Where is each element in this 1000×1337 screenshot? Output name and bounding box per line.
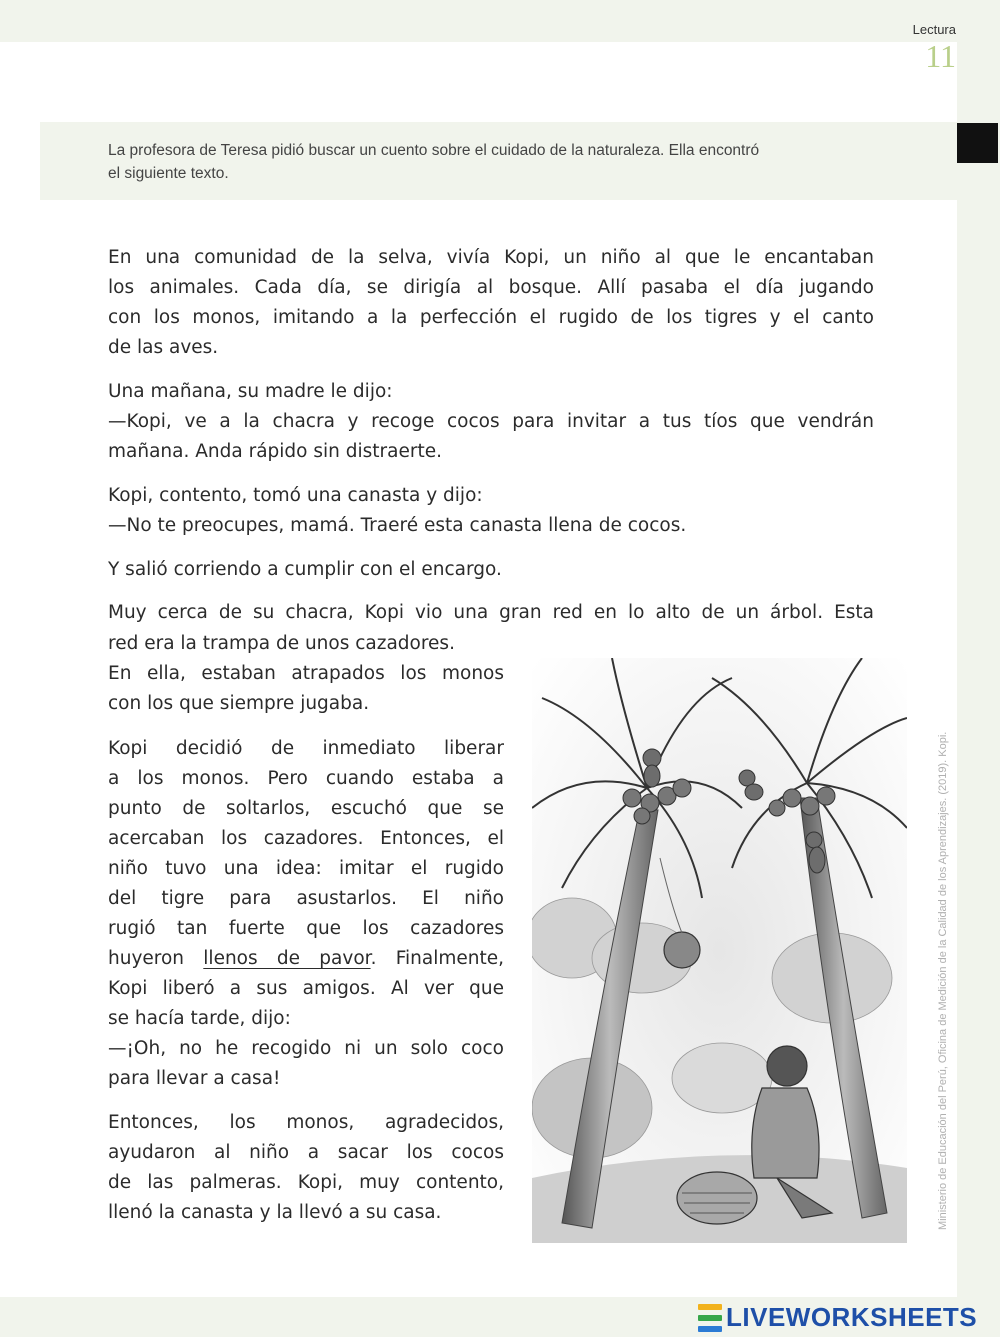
story-paragraph-1: En una comunidad de la selva, vivía Kopi, un niño al que le encantaban los animales. Cada día, se dirigía al bosque. Allí pasaba el día jugando con los monos, imitando a la perfección el rugido de los tigres y el canto de las aves. (108, 247, 874, 358)
section-number: 11 (925, 38, 956, 74)
story-paragraph-5-first-line: Muy cerca de su chacra, Kopi vio una gran red en lo alto de un árbol. Esta (108, 602, 874, 623)
story-paragraph-3: Kopi, contento, tomó una canasta y dijo: —No te preocupes, mamá. Traeré esta canasta llena de cocos. (108, 485, 687, 536)
underlined-phrase: llenos de pavor (203, 948, 371, 969)
liveworksheets-logo-icon (698, 1304, 722, 1332)
right-margin-strip (957, 0, 1000, 1300)
brand-name: LIVEWORKSHEETS (726, 1302, 978, 1332)
story-paragraph-4: Y salió corriendo a cumplir con el encargo. (108, 559, 502, 580)
page-tab-marker (956, 123, 998, 163)
vocabulary-line: huyeron llenos de pavor. Finalmente, (108, 948, 504, 969)
story-paragraph-5-column: red era la trampa de unos cazadores. En ella, estaban atrapados los monos con los que siempre jugaba. (108, 633, 504, 714)
story-paragraph-2: Una mañana, su madre le dijo: —Kopi, ve a la chacra y recoge cocos para invitar a tus tíos que vendrán mañana. Anda rápido sin distraerte. (108, 381, 874, 462)
palm-tree-illustration (532, 658, 907, 1243)
story-paragraph-6: Kopi decidió de inmediato liberar a los monos. Pero cuando estaba a punto de soltarlos, escuchó que se acercaban los cazadores. Entonces, el niño tuvo una idea: imitar el rugido del tigre para asustarlos. El niño rugió tan fuerte que los cazadores huyeron llenos de pavor. Finalmente, Kopi liberó a sus amigos. Al ver que se hacía tarde, dijo: —¡Oh, no he recogido ni un solo coco para llevar a casa! (108, 738, 504, 1089)
image-credit: Ministerio de Educación del Perú, Oficina de Medición de la Calidad de los Aprendizajes. (2019). Kopi. (937, 731, 949, 1230)
top-band (0, 0, 1000, 42)
falling-coconut (664, 932, 700, 968)
basket (677, 1172, 757, 1224)
story-paragraph-7: Entonces, los monos, agradecidos, ayudaron al niño a sacar los cocos de las palmeras. Kopi, muy contento, llenó la canasta y la llevó a su casa. (108, 1112, 504, 1223)
intro-text: La profesora de Teresa pidió buscar un cuento sobre el cuidado de la naturaleza. Ella encontró el siguiente texto. (108, 142, 760, 182)
liveworksheets-brand[interactable] (698, 1302, 977, 1333)
section-label: Lectura (912, 22, 956, 37)
